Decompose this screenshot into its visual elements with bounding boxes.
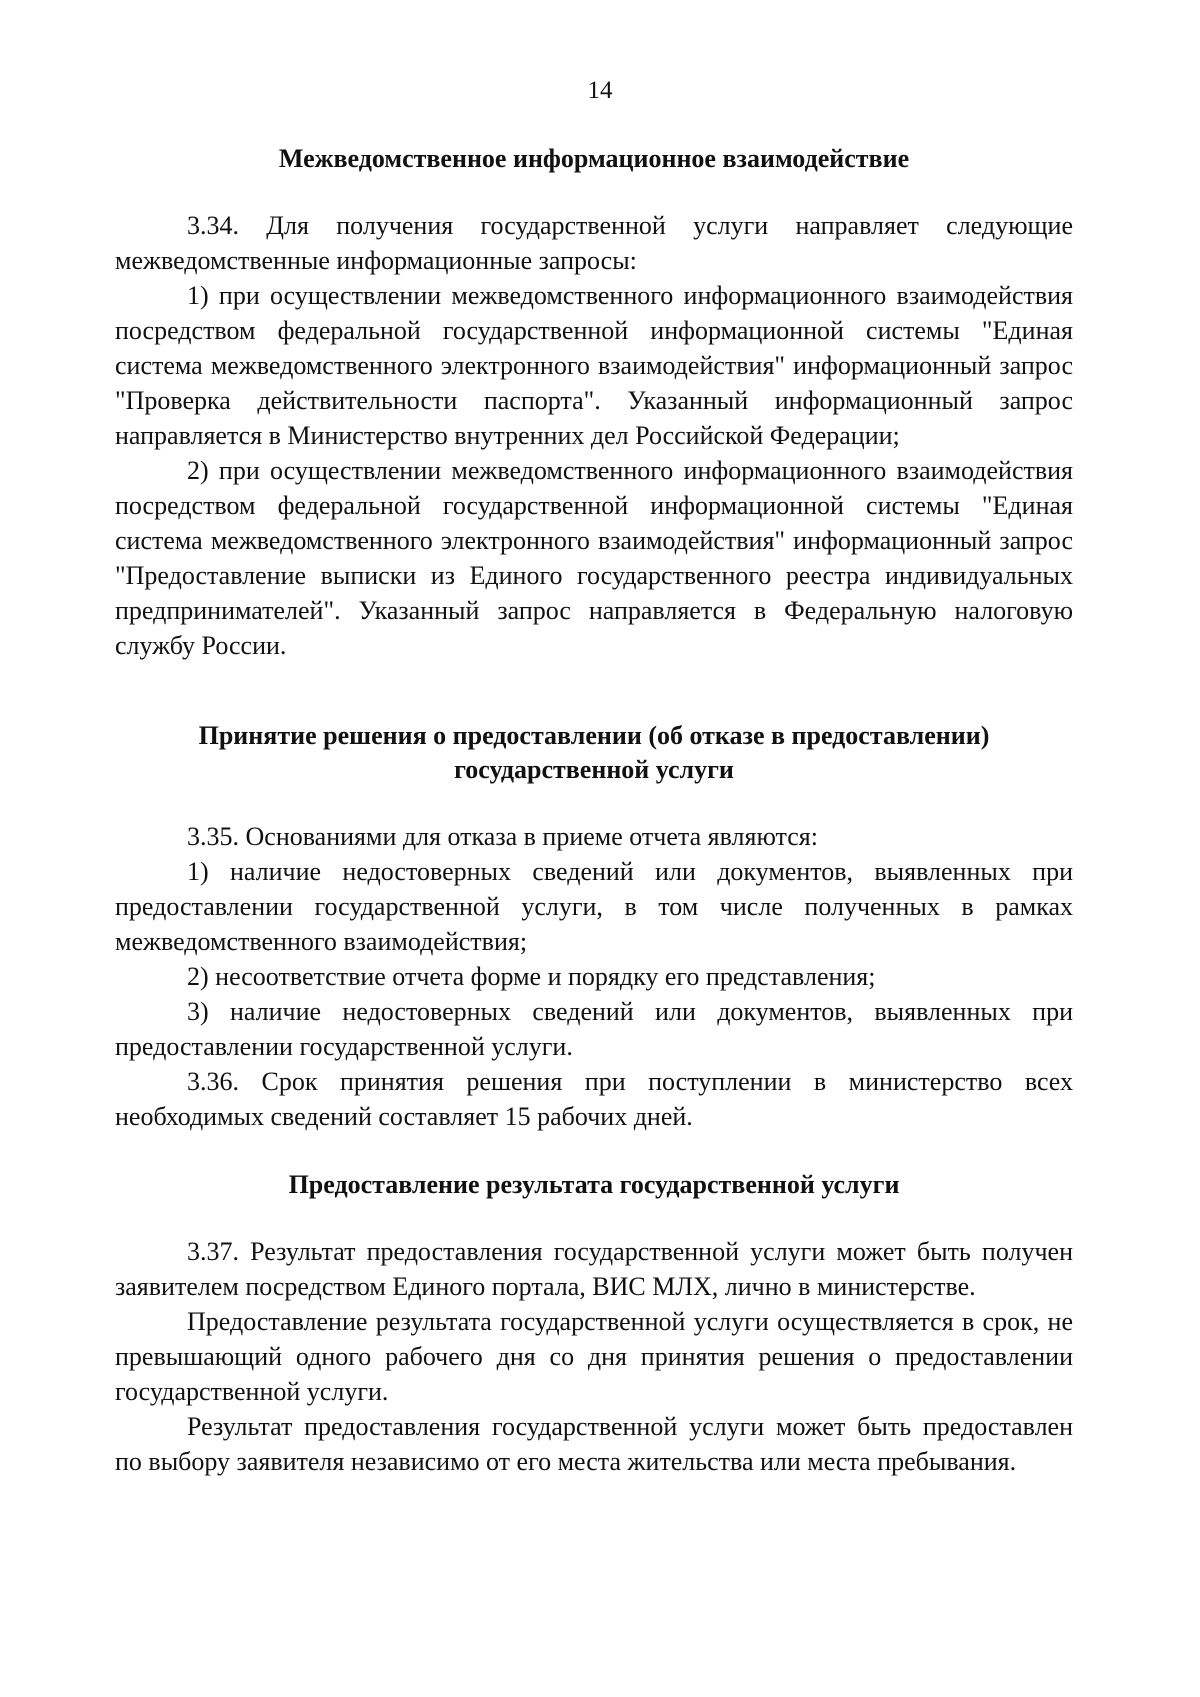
paragraph: 1) при осуществлении межведомственного информационного взаимодействия посредством федеральной государственной информационной системы "Единая система межведомственного электронного взаимодействия" информационный запрос "Проверка действительности паспорта". Указанный информационный запрос направляется в Министерство внутренних дел Российской Федерации; <box>115 281 1073 450</box>
paragraph: 2) при осуществлении межведомственного информационного взаимодействия посредством федеральной государственной информационной системы "Единая система межведомственного электронного взаимодействия" информационный запрос "Предоставление выписки из Единого государственного реестра индивидуальных предпринимателей". Указанный запрос направляется в Федеральную налоговую службу России. <box>115 456 1073 660</box>
section-heading-line: государственной услуги <box>454 755 734 784</box>
paragraph: 3) наличие недостоверных сведений или документов, выявленных при предоставлении государственной услуги. <box>115 997 1073 1061</box>
paragraph: 2) несоответствие отчета форме и порядку его представления; <box>187 962 876 991</box>
section-result-delivery <box>115 1168 1073 1479</box>
paragraph: Предоставление результата государственной услуги осуществляется в срок, не превышающий одного рабочего дня со дня принятия решения о предоставлении государственной услуги. <box>115 1307 1073 1406</box>
page-number: 14 <box>587 77 613 104</box>
paragraph: 3.37. Результат предоставления государственной услуги может быть получен заявителем посредством Единого портала, ВИС МЛХ, лично в министерстве. <box>115 1237 1073 1301</box>
section-heading: Межведомственное информационное взаимодействие <box>278 144 910 173</box>
section-heading <box>115 719 1073 787</box>
section-heading: Предоставление результата государственной услуги <box>288 1170 900 1199</box>
section-interagency-interaction <box>115 142 1073 663</box>
paragraph: 1) наличие недостоверных сведений или документов, выявленных при предоставлении государственной услуги, в том числе полученных в рамках межведомственного взаимодействия; <box>115 857 1073 956</box>
paragraph: 3.34. Для получения государственной услуги направляет следующие межведомственные информационные запросы: <box>115 211 1073 275</box>
paragraph: Результат предоставления государственной услуги может быть предоставлен по выбору заявителя независимо от его места жительства или места пребывания. <box>115 1412 1073 1476</box>
section-heading-line: Принятие решения о предоставлении (об отказе в предоставлении) <box>198 721 990 750</box>
section-decision <box>115 719 1073 1134</box>
paragraph: 3.35. Основаниями для отказа в приеме отчета являются: <box>187 822 818 851</box>
document-content <box>115 142 1073 1479</box>
paragraph: 3.36. Срок принятия решения при поступлении в министерство всех необходимых сведений составляет 15 рабочих дней. <box>115 1067 1073 1131</box>
